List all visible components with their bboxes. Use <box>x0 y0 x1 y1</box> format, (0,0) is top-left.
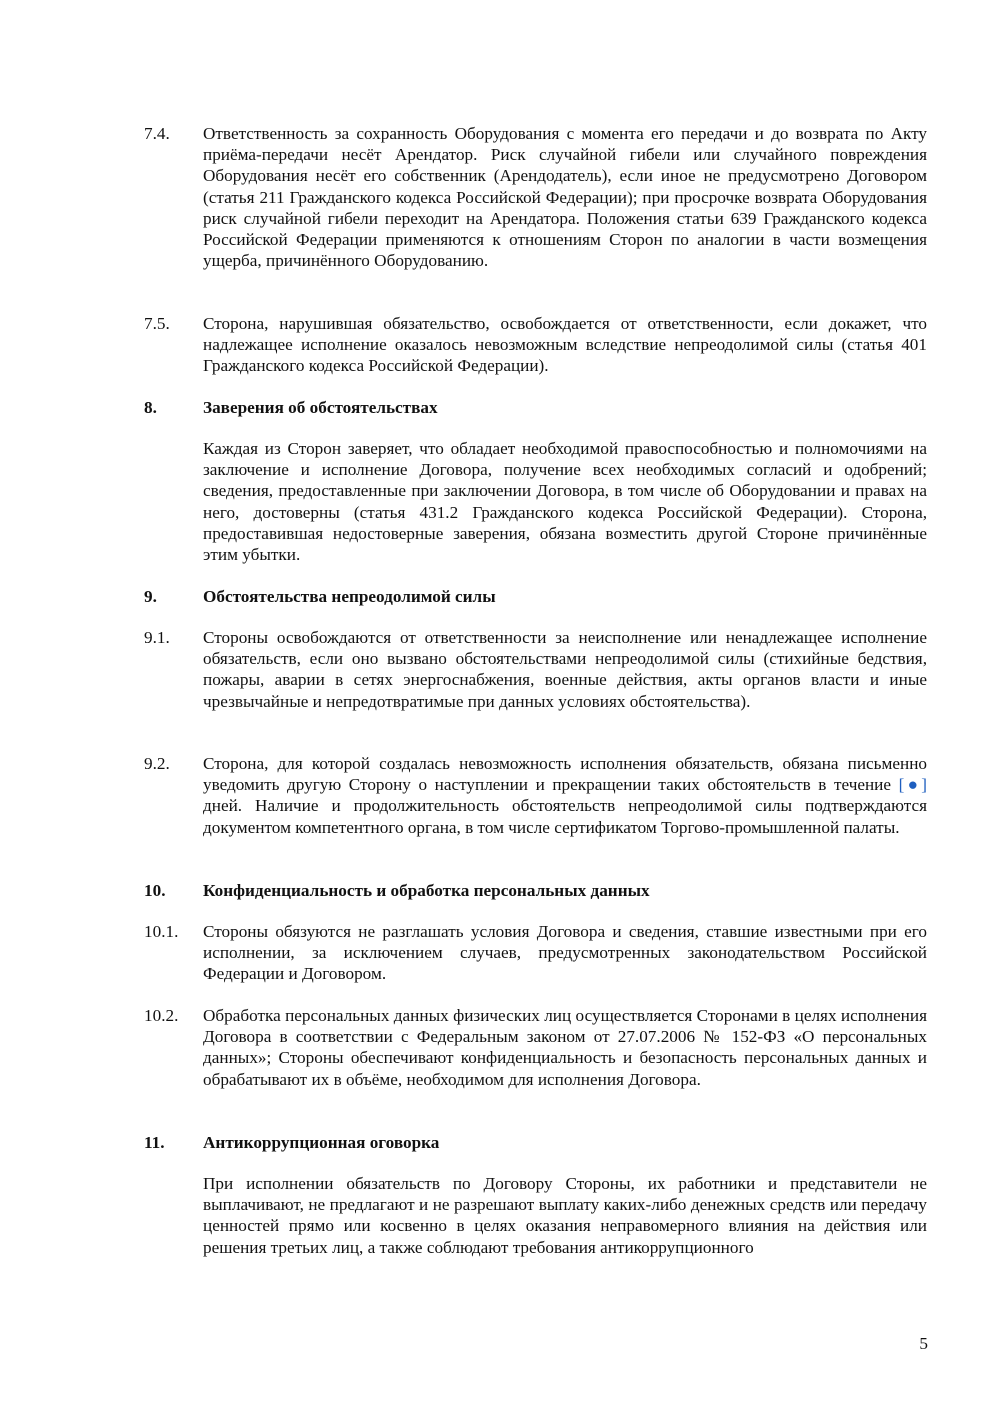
clause-number: 10.2. <box>144 1006 179 1025</box>
clause-number: 9.1. <box>144 628 170 647</box>
clause-text: Каждая из Сторон заверяет, что обладает необходимой правоспособностью и полномочиями на заключение и исполнение Договора, получение всех необходимых согласий и одобрений; сведения, предоставленные при заключении Договора, в том числе об Оборудовании и правах на него, достоверны (статья 431.2 Гражданского кодекса Российской Федерации). Сторона, предоставившая недостоверные заверения, обязана возместить другой Стороне причинённые этим убытки. <box>203 439 927 565</box>
section-title: Обстоятельства непреодолимой силы <box>203 587 496 606</box>
clause-number: 7.5. <box>144 314 170 333</box>
clause-text: Стороны освобождаются от ответственности за неисполнение или ненадлежащее исполнение обязательств, если оно вызвано обстоятельствами непреодолимой силы (стихийные бедствия, пожары, аварии в сетях энергоснабжения, военные действия, акты органов власти и иные чрезвычайные и непредотвратимые при данных условиях обстоятельства). <box>203 628 927 711</box>
clause-text: Обработка персональных данных физических лиц осуществляется Сторонами в целях исполнения Договора в соответствии с Федеральным законом от 27.07.2006 № 152-ФЗ «О персональных данных»; Стороны обеспечивают конфиденциальность и безопасность персональных данных и обрабатывают их в объёме, необходимом для исполнения Договора. <box>203 1006 927 1089</box>
clause-text: Сторона, нарушившая обязательство, освобождается от ответственности, если докажет, что надлежащее исполнение оказалось невозможным вследствие непреодолимой силы (статья 401 Гражданского кодекса Российской Федерации). <box>203 314 927 376</box>
clause-text: Ответственность за сохранность Оборудования с момента его передачи и до возврата по Акту приёма-передачи несёт Арендатор. Риск случайной гибели или случайного повреждения Оборудования несёт его собственник (Арендодатель), если иное не предусмотрено Договором (статья 211 Гражданского кодекса Российской Федерации); при просрочке возврата Оборудования риск случайной гибели переходит на Арендатора. Положения статьи 639 Гражданского кодекса Российской Федерации применяются к отношениям Сторон по аналогии в части возмещения ущерба, причинённого Оборудованию. <box>203 124 927 271</box>
clause-text: При исполнении обязательств по Договору Стороны, их работники и представители не выплачивают, не предлагают и не разрешают выплату каких-либо денежных средств или передачу ценностей прямо или косвенно в целях оказания неправомерного влияния на действия или решения третьих лиц, а также соблюдают требования антикоррупционного <box>203 1174 927 1257</box>
section-number: 9. <box>144 587 157 606</box>
section-title: Антикоррупционная оговорка <box>203 1133 440 1152</box>
clause-number: 10.1. <box>144 922 179 941</box>
clause-text: Стороны обязуются не разглашать условия Договора и сведения, ставшие известными при его исполнении, за исключением случаев, предусмотренных законодательством Российской Федерации и Договором. <box>203 922 927 984</box>
clause-text-part: дней. Наличие и продолжительность обстоятельств непреодолимой силы подтверждаются документом компетентного органа, в том числе сертификатом Торгово-промышленной палаты. <box>203 796 927 837</box>
section-number: 11. <box>144 1133 165 1152</box>
page-number: 5 <box>919 1334 928 1353</box>
clause-number: 7.4. <box>144 124 170 143</box>
days-placeholder[interactable]: [●] <box>898 775 927 795</box>
clause-text <box>203 753 927 838</box>
section-title: Конфиденциальность и обработка персональных данных <box>203 881 650 900</box>
section-number: 8. <box>144 398 157 417</box>
clause-number: 9.2. <box>144 754 170 773</box>
section-number: 10. <box>144 881 166 900</box>
section-title: Заверения об обстоятельствах <box>203 398 438 417</box>
clause-text-part: Сторона, для которой создалась невозможность исполнения обязательств, обязана письменно уведомить другую Сторону о наступлении и прекращении таких обстоятельств в течение <box>203 754 927 795</box>
